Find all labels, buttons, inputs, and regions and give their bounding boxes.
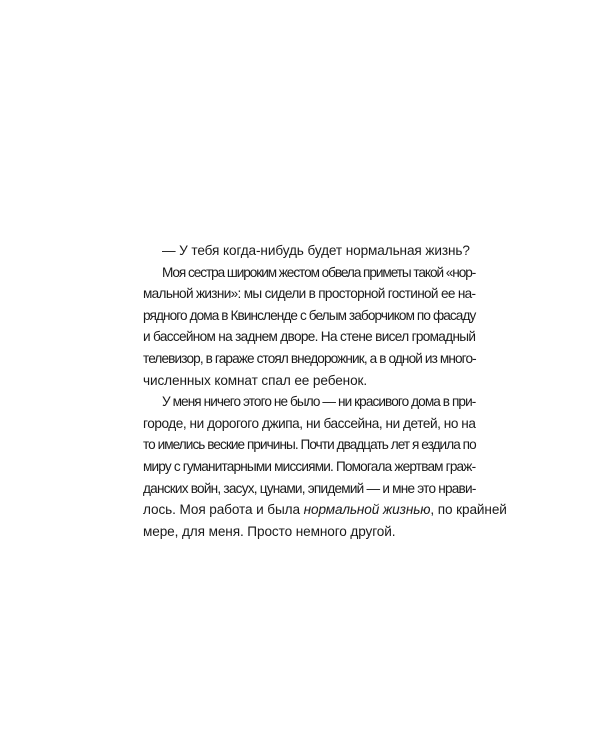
- text-line: — У тебя когда-нибудь будет нормальная жизнь?: [162, 243, 470, 258]
- text-line-with-emphasis: [143, 499, 507, 521]
- text-line: рядного дома в Квинсленде с белым заборчиком по фасаду: [143, 307, 476, 323]
- text-segment: , по крайней: [430, 502, 507, 518]
- text-line: численных комнат спал ее ребенок.: [143, 372, 368, 388]
- text-line: данских войн, засух, цунами, эпидемий — и мне это нрави-: [143, 480, 476, 496]
- emphasized-text: нормальной жизнью: [303, 502, 431, 518]
- text-line: У меня ничего этого не было — ни красивого дома в при-: [162, 394, 476, 410]
- text-line: миру с гуманитарными миссиями. Помогала жертвам граж-: [143, 458, 476, 474]
- text-segment: лось. Моя работа и была: [143, 502, 304, 518]
- text-line: мальной жизни»: мы сидели в просторной гостиной ее на-: [143, 286, 476, 302]
- text-line: городе, ни дорогого джипа, ни бассейна, ни детей, но на: [143, 415, 476, 431]
- text-line: мере, для меня. Просто немного другой.: [143, 523, 396, 539]
- body-text: [143, 240, 507, 542]
- text-line: то имелись веские причины. Почти двадцать лет я ездила по: [143, 437, 476, 453]
- text-line: телевизор, в гараже стоял внедорожник, а в одной из много-: [143, 350, 476, 366]
- text-line: Моя сестра широким жестом обвела приметы такой «нор-: [162, 264, 476, 280]
- text-line: и бассейном на заднем дворе. На стене висел громадный: [143, 329, 476, 345]
